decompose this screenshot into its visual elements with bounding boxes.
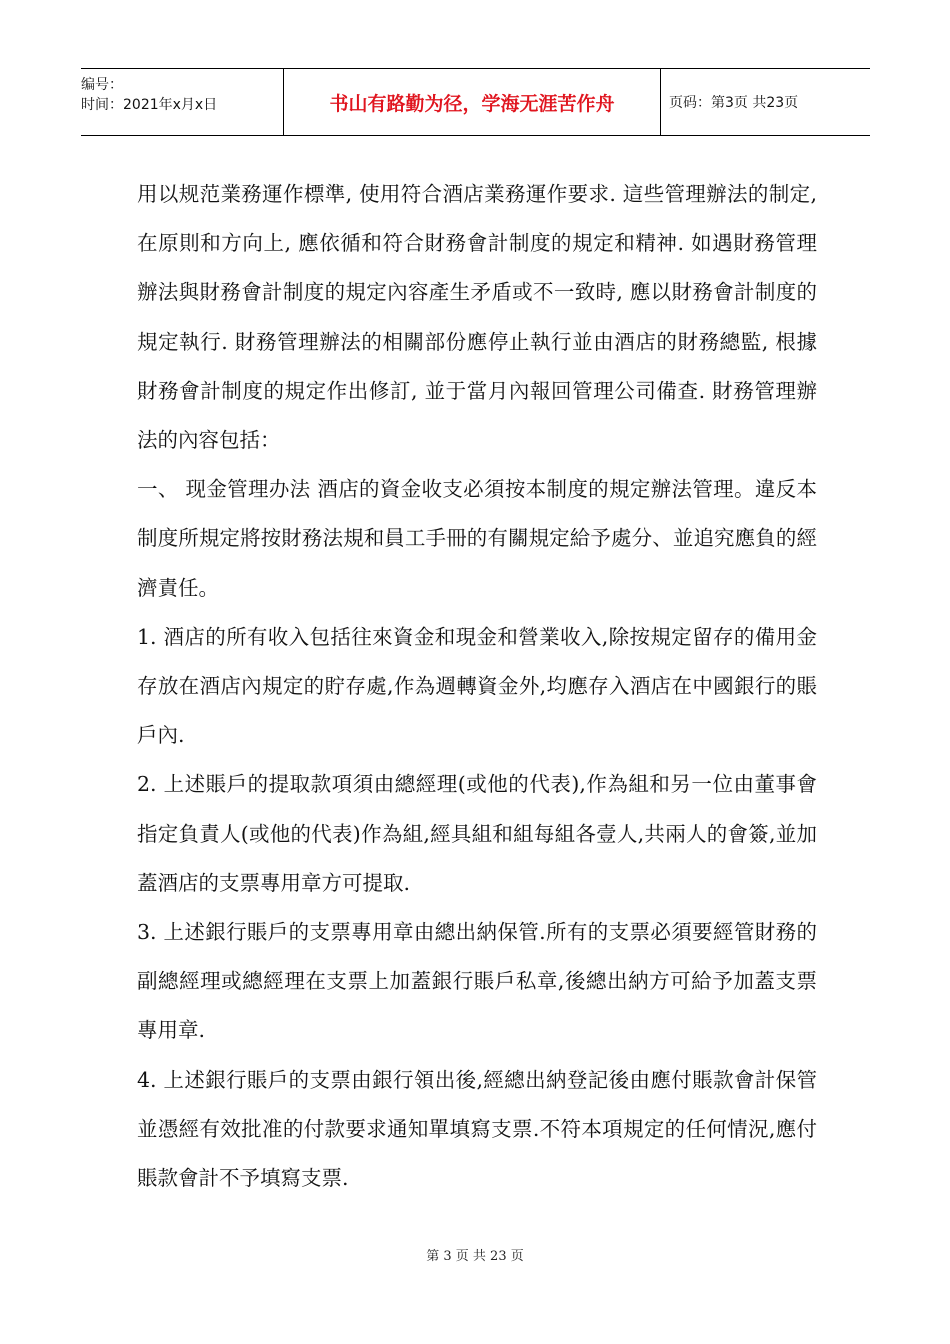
document-body xyxy=(137,170,817,1203)
document-date: 时间：2021年x月x日 xyxy=(81,97,218,113)
header-page-info: 页码：第3页 共23页 xyxy=(669,95,799,111)
header-meta xyxy=(81,69,283,135)
paragraph-cash-management: 一、 现金管理办法 酒店的資金收支必須按本制度的規定辦法管理。違反本制度所規定將按財務法規和員工手冊的有關規定給予處分、並追究應負的經濟責任。 xyxy=(137,477,817,600)
paragraph-item-1: 1. 酒店的所有收入包括往來資金和現金和營業收入,除按規定留存的備用金存放在酒店內規定的貯存處,作為週轉資金外,均應存入酒店在中國銀行的賬戶內. xyxy=(137,624,817,748)
page-footer: 第 3 页 共 23 页 xyxy=(426,1249,524,1264)
paragraph-item-2: 2. 上述賬戶的提取款項須由總經理(或他的代表),作為組和另一位由董事會指定負責人(或他的代表)作為組,經具組和組每組各壹人,共兩人的會簽,並加蓋酒店的支票專用章方可提取. xyxy=(137,772,817,895)
paragraph-item-4: 4. 上述銀行賬戶的支票由銀行領出後,經總出納登記後由應付賬款會計保管並憑經有效批准的付款要求通知單填寫支票.不符本項規定的任何情況,應付賬款會計不予填寫支票. xyxy=(137,1067,817,1191)
header-motto: 书山有路勤为径，学海无涯苦作舟 xyxy=(283,69,661,135)
paragraph-item-3: 3. 上述銀行賬戶的支票專用章由總出納保管.所有的支票必須要經管財務的副總經理或總經理在支票上加蓋銀行賬戶私章,後總出納方可給予加蓋支票專用章. xyxy=(137,920,817,1043)
paragraph-intro: 用以规范業務運作標準, 使用符合酒店業務運作要求. 這些管理辦法的制定, 在原則和方向上, 應依循和符合財務會計制度的規定和精神. 如遇財務管理辦法與財務會計制度的規定內容產生矛盾或不一致時, 應以財務會計制度的規定執行. 財務管理辦法的相關部份應停止執行並由酒店的財務總監, 根據財務會計制度的規定作出修訂, 並于當月內報回管理公司備查. 財務管理辦法的內容包括： xyxy=(137,182,817,453)
page-header xyxy=(81,68,870,136)
document-number-label: 编号： xyxy=(81,77,123,93)
